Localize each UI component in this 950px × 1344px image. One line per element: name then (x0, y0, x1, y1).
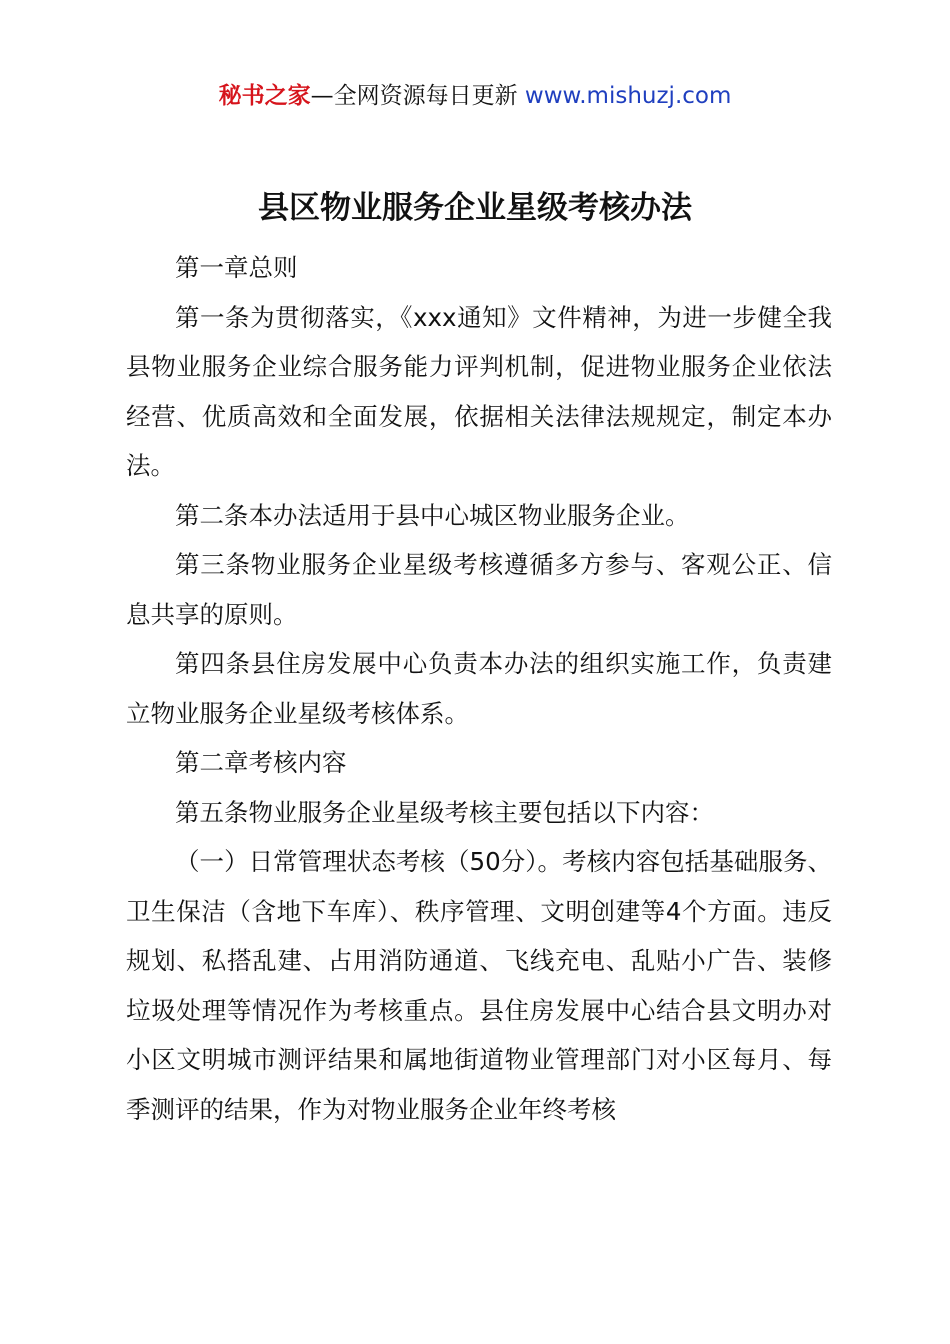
document-title: 县区物业服务企业星级考核办法 (258, 190, 692, 226)
document-body (126, 243, 832, 1134)
site-header (0, 80, 950, 112)
site-url-link[interactable]: www.mishuzj.com (524, 83, 732, 109)
article-paragraph: 第一条为贯彻落实，《xxx通知》文件精神，为进一步健全我县物业服务企业综合服务能力评判机制，促进物业服务企业依法经营、优质高效和全面发展，依据相关法律法规规定，制定本办法。 (126, 302, 832, 480)
article-paragraph: 第三条物业服务企业星级考核遵循多方参与、客观公正、信息共享的原则。 (126, 550, 832, 629)
article-paragraph: 第五条物业服务企业星级考核主要包括以下内容： (175, 797, 714, 827)
article-paragraph: （一）日常管理状态考核（50分）。考核内容包括基础服务、卫生保洁（含地下车库）、秩序管理、文明创建等4个方面。违反规划、私搭乱建、占用消防通道、飞线充电、乱贴小广告、装修垃圾处理等情况作为考核重点。县住房发展中心结合县文明办对小区文明城市测评结果和属地街道物业管理部门对小区每月、每季测评的结果，作为对物业服务企业年终考核 (126, 847, 832, 1124)
site-brand: 秘书之家 (218, 83, 311, 109)
chapter-heading: 第一章总则 (175, 253, 298, 282)
chapter-heading: 第二章考核内容 (175, 748, 347, 777)
article-paragraph: 第四条县住房发展中心负责本办法的组织实施工作，负责建立物业服务企业星级考核体系。 (126, 649, 832, 728)
site-tagline: —全网资源每日更新 (310, 83, 525, 109)
article-paragraph: 第二条本办法适用于县中心城区物业服务企业。 (175, 500, 690, 530)
